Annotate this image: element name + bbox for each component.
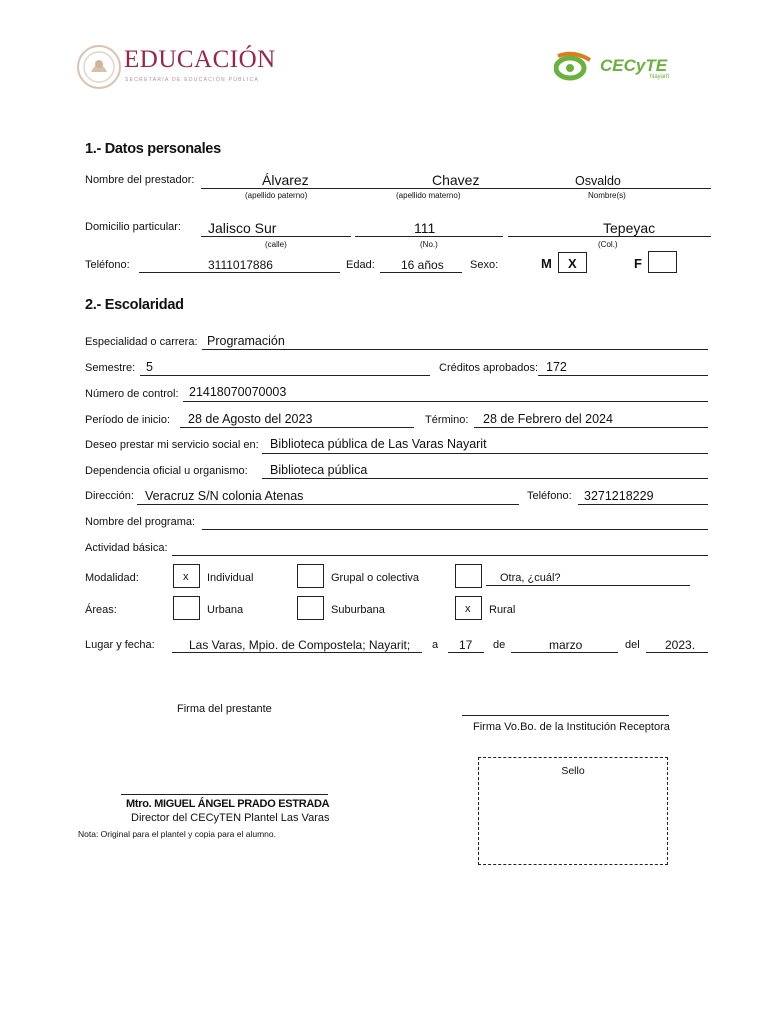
modalidad-grupal-label: Grupal o colectiva <box>331 572 420 584</box>
nombre-line <box>201 188 711 189</box>
area-urbana-label: Urbana <box>207 604 244 616</box>
firma-vobo-label: Firma Vo.Bo. de la Institución Receptora <box>473 721 670 733</box>
calle-line <box>201 236 351 237</box>
creditos-label: Créditos aprobados: <box>439 362 539 374</box>
semestre-value: 5 <box>146 360 153 374</box>
cecyte-swoosh-icon <box>554 50 594 84</box>
modalidad-otra-checkbox[interactable] <box>455 564 482 588</box>
dia-value: 17 <box>459 638 473 652</box>
fecha-de-label: de <box>493 639 506 651</box>
caption-nombres: Nombre(s) <box>588 191 626 200</box>
fecha-a-label: a <box>432 639 439 651</box>
area-rural-label: Rural <box>489 604 516 616</box>
mes-value: marzo <box>549 638 583 652</box>
control-line <box>183 401 708 402</box>
calle-value: Jalisco Sur <box>208 220 277 236</box>
caption-col: (Col.) <box>598 240 618 249</box>
cecyte-logo <box>554 50 594 84</box>
programa-label: Nombre del programa: <box>85 516 196 528</box>
firma-vobo-line <box>462 715 669 716</box>
apellido-materno-value: Chavez <box>432 172 480 188</box>
creditos-value: 172 <box>546 360 567 374</box>
nota-text: Nota: Original para el plantel y copia para el alumno. <box>78 829 276 839</box>
fecha-del-label: del <box>625 639 640 651</box>
sep-seal-icon <box>76 44 122 90</box>
sello-box <box>478 757 668 865</box>
telefono2-line <box>578 504 708 505</box>
dependencia-value: Biblioteca pública <box>270 463 368 477</box>
edad-line <box>380 272 462 273</box>
anio-value: 2023. <box>665 638 696 652</box>
sello-label: Sello <box>561 765 585 777</box>
especialidad-line <box>202 349 708 350</box>
telefono-line <box>139 272 340 273</box>
control-label: Número de control: <box>85 388 179 400</box>
modalidad-individual-checkbox[interactable] <box>173 564 200 588</box>
sep-logo <box>76 44 122 90</box>
caption-paterno: (apellido paterno) <box>245 191 308 200</box>
sep-subtitle: SECRETARÍA DE EDUCACIÓN PÚBLICA <box>125 77 260 83</box>
caption-calle: (calle) <box>265 240 287 249</box>
section1-heading: 1.- Datos personales <box>85 141 221 157</box>
especialidad-value: Programación <box>207 334 285 348</box>
domicilio-label: Domicilio particular: <box>85 221 181 233</box>
area-suburbana-label: Suburbana <box>331 604 385 616</box>
areas-label: Áreas: <box>85 604 117 616</box>
director-name: Mtro. MIGUEL ÁNGEL PRADO ESTRADA <box>126 798 330 810</box>
edad-value: 16 años <box>401 258 444 272</box>
modalidad-otra-label: Otra, ¿cuál? <box>500 572 561 584</box>
area-rural-mark: x <box>465 603 471 615</box>
caption-materno: (apellido materno) <box>396 191 461 200</box>
termino-label: Término: <box>425 414 469 426</box>
actividad-label: Actividad básica: <box>85 542 168 554</box>
numero-value: 111 <box>414 220 436 236</box>
sexo-m-mark: X <box>568 256 577 271</box>
nombres-value: Osvaldo <box>575 174 621 188</box>
firma-prestante-label: Firma del prestante <box>177 703 272 715</box>
dia-line <box>448 652 484 653</box>
sexo-f-label: F <box>634 256 642 271</box>
sexo-m-label: M <box>541 256 552 271</box>
control-value: 21418070070003 <box>189 385 287 399</box>
especialidad-label: Especialidad o carrera: <box>85 336 198 348</box>
direccion-label: Dirección: <box>85 490 134 502</box>
numero-line <box>355 236 503 237</box>
director-title: Director del CECyTEN Plantel Las Varas <box>131 812 330 824</box>
telefono2-value: 3271218229 <box>584 489 654 503</box>
apellido-paterno-value: Álvarez <box>262 172 309 188</box>
modalidad-grupal-checkbox[interactable] <box>297 564 324 588</box>
anio-line <box>646 652 708 653</box>
semestre-label: Semestre: <box>85 362 136 374</box>
inicio-label: Período de inicio: <box>85 414 170 426</box>
nombre-label: Nombre del prestador: <box>85 174 195 186</box>
termino-line <box>474 427 708 428</box>
programa-line <box>202 529 708 530</box>
mes-line <box>511 652 618 653</box>
modalidad-individual-label: Individual <box>207 572 254 584</box>
modalidad-label: Modalidad: <box>85 572 139 584</box>
section2-heading: 2.- Escolaridad <box>85 297 184 313</box>
colonia-value: Tepeyac <box>603 220 656 236</box>
inicio-line <box>180 427 414 428</box>
deseo-label: Deseo prestar mi servicio social en: <box>85 439 259 451</box>
colonia-line <box>508 236 711 237</box>
actividad-line <box>172 555 708 556</box>
telefono-value: 3111017886 <box>208 258 273 272</box>
sexo-m-checkbox[interactable] <box>558 252 587 273</box>
sexo-f-checkbox[interactable] <box>648 251 677 273</box>
area-rural-checkbox[interactable] <box>455 596 482 620</box>
cecyte-title: CECyTE <box>600 56 668 75</box>
lugar-line <box>172 652 422 653</box>
creditos-line <box>538 375 708 376</box>
sexo-label: Sexo: <box>470 259 499 271</box>
area-suburbana-checkbox[interactable] <box>297 596 324 620</box>
telefono2-label: Teléfono: <box>527 490 572 502</box>
lugar-value: Las Varas, Mpio. de Compostela; Nayarit; <box>189 638 411 652</box>
dependencia-label: Dependencia oficial u organismo: <box>85 465 248 477</box>
dependencia-line <box>262 478 708 479</box>
lugar-label: Lugar y fecha: <box>85 639 155 651</box>
direccion-line <box>137 504 519 505</box>
area-urbana-checkbox[interactable] <box>173 596 200 620</box>
telefono-label: Teléfono: <box>85 259 130 271</box>
deseo-value: Biblioteca pública de Las Varas Nayarit <box>270 437 487 451</box>
sep-title: EDUCACIÓN <box>124 46 276 73</box>
direccion-value: Veracruz S/N colonia Atenas <box>145 489 304 503</box>
deseo-line <box>262 453 708 454</box>
director-signature-line <box>121 794 328 795</box>
modalidad-individual-mark: x <box>183 571 189 583</box>
edad-label: Edad: <box>346 259 375 271</box>
semestre-line <box>140 375 430 376</box>
modalidad-otra-line <box>486 585 690 586</box>
termino-value: 28 de Febrero del 2024 <box>483 412 613 426</box>
inicio-value: 28 de Agosto del 2023 <box>188 412 313 426</box>
cecyte-subtitle: Nayarit <box>650 74 670 80</box>
caption-no: (No.) <box>420 240 438 249</box>
